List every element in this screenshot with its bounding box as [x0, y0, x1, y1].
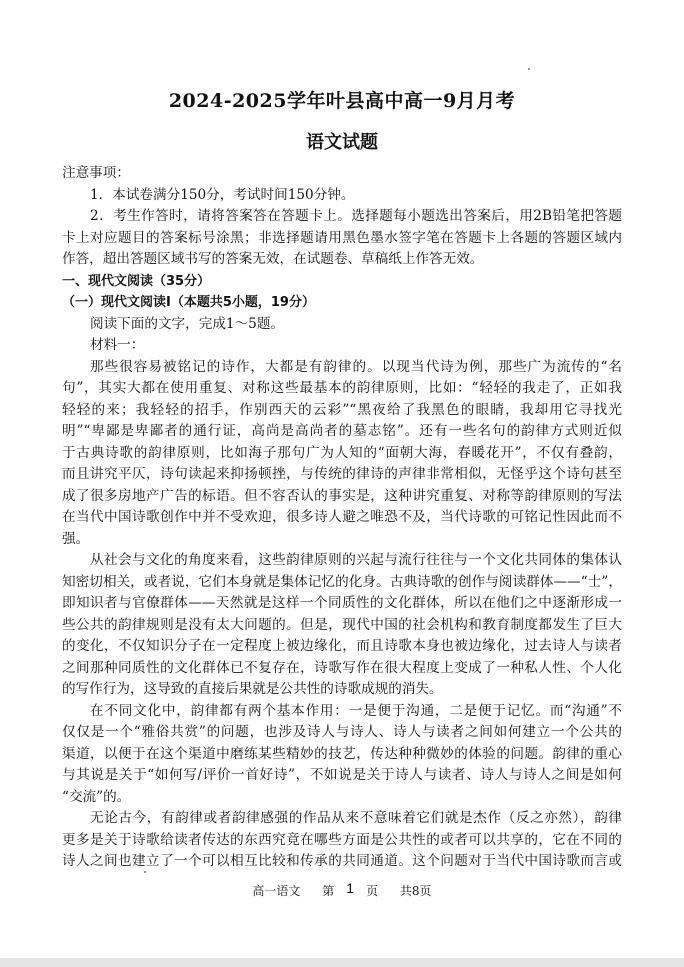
exam-title: 2024-2025学年叶县高中高一9月月考	[168, 90, 516, 112]
scan-dot	[528, 68, 530, 70]
text-line: 成了很多房地产广告的标语。但不容否认的事实是，这种讲究重复、对称等韵律原则的写法	[62, 487, 622, 504]
page-footer	[0, 880, 684, 899]
text-line: 些公共的韵律规则是没有太大问题的。但是，现代中国的社会机构和教育制度都发生了巨大	[62, 616, 622, 633]
text-line: “交流”的。	[62, 788, 131, 805]
text-line: 1．本试卷满分150分，考试时间150分钟。	[90, 186, 355, 203]
footer-page	[316, 880, 384, 898]
text-line: 作答，超出答题区域书写的答案无效，在试题卷、草稿纸上作答无效。	[62, 251, 484, 267]
page-bottom-edge	[0, 958, 684, 967]
text-line: 无论古今，有韵律或者韵律感强的作品从来不意味着它们就是杰作（反之亦然），韵律	[90, 810, 622, 826]
text-line: 一、现代文阅读（35分）	[62, 273, 211, 289]
text-line: 在不同文化中，韵律都有两个基本作用：一是便于沟通，二是便于记忆。而“沟通”不	[90, 702, 622, 719]
scan-dot	[144, 871, 146, 873]
text-line: （一）现代文阅读Ⅰ（本题共5小题，19分）	[62, 295, 315, 310]
text-line: 知密切相关，或者说，它们本身就是集体记忆的化身。古典诗歌的创作与阅读群体——“士”，	[62, 573, 622, 590]
footer-page-suffix: 页	[366, 884, 379, 898]
text-line: 即知识者与官僚群体——天然就是这样一个同质性的文化群体，所以在他们之中逐渐形成一	[62, 595, 622, 611]
text-line: 轻轻的来；我轻轻的招手，作别西天的云彩”“黑夜给了我黑色的眼睛，我却用它寻找光	[62, 401, 622, 418]
text-line: 的写作行为，这导致的直接后果就是公共性的诗歌成规的消失。	[62, 681, 443, 697]
text-line: 材料一：	[90, 337, 145, 353]
text-line: 那些很容易被铭记的诗作，大都是有韵律的。以现当代诗为例，那些广为流传的“名	[90, 358, 622, 375]
text-line: 诗人之间也建立了一个可以相互比较和传承的共同通道。这个问题对于当代中国诗歌而言或	[62, 853, 622, 869]
text-line: 仅仅是一个“雅俗共赏”的问题，也涉及诗人与诗人、诗人与读者之间如何建立一个公共的	[62, 724, 622, 740]
text-line: 在当代中国诗歌创作中并不受欢迎，很多诗人避之唯恐不及，当代诗歌的可铭记性因此而不	[62, 509, 622, 525]
text-line: 的变化，不仅知识分子在一定程度上被边缘化，而且诗歌本身也被边缘化，过去诗人与读者	[62, 638, 622, 654]
text-line: 从社会与文化的角度来看，这些韵律原则的兴起与流行往往与一个文化共同体的集体认	[90, 552, 622, 568]
text-line: 渠道，以便于在这个渠道中磨练某些精妙的技艺，传达种种微妙的体验的问题。韵律的重心	[62, 745, 622, 762]
text-line: 于古典诗歌的韵律原则，比如海子那句广为人知的“面朝大海，春暖花开”，不仅有叠韵，	[62, 444, 622, 461]
text-line: 明”“卑鄙是卑鄙者的通行证，高尚是高尚者的墓志铭”。还有一些名句的韵律方式则近似	[62, 423, 622, 439]
text-line: 而且讲究平仄，诗句读起来抑扬顿挫，与传统的律诗的声律非常相似，无怪乎这个诗句甚至	[62, 466, 622, 482]
text-line: 2．考生作答时，请将答案答在答题卡上。选择题每小题选出答案后，用2B铅笔把答题	[90, 208, 622, 224]
text-line: 注意事项：	[62, 165, 130, 181]
footer-total: 共8页	[399, 884, 432, 898]
document-body	[62, 163, 622, 873]
text-line: 句”，其实大都在使用重复、对称这些最基本的韵律原则，比如：“轻轻的我走了，正如我	[62, 380, 622, 396]
footer-page-prefix: 第	[322, 884, 335, 898]
text-line: 之间那种同质性的文化群体已不复存在，诗歌写作在很大程度上变成了一种私人性、个人化	[62, 659, 622, 676]
footer-page-number: 1	[346, 880, 355, 896]
text-line: 与其说是关于“如何写/评价一首好诗”，不如说是关于诗人与读者、诗人与诗人之间是如何	[62, 767, 622, 783]
text-line: 强。	[62, 530, 90, 547]
text-line: 更多是关于诗歌给读者传达的东西究竟在哪些方面是公共性的或者可以共享的，它在不同的	[62, 831, 622, 848]
text-line: 阅读下面的文字，完成1～5题。	[90, 315, 285, 332]
exam-subtitle: 语文试题	[306, 132, 378, 153]
footer-subject: 高一语文	[252, 884, 301, 898]
text-line: 卡上对应题目的答案标号涂黑；非选择题请用黑色墨水签字笔在答题卡上各题的答题区域内	[62, 229, 622, 246]
